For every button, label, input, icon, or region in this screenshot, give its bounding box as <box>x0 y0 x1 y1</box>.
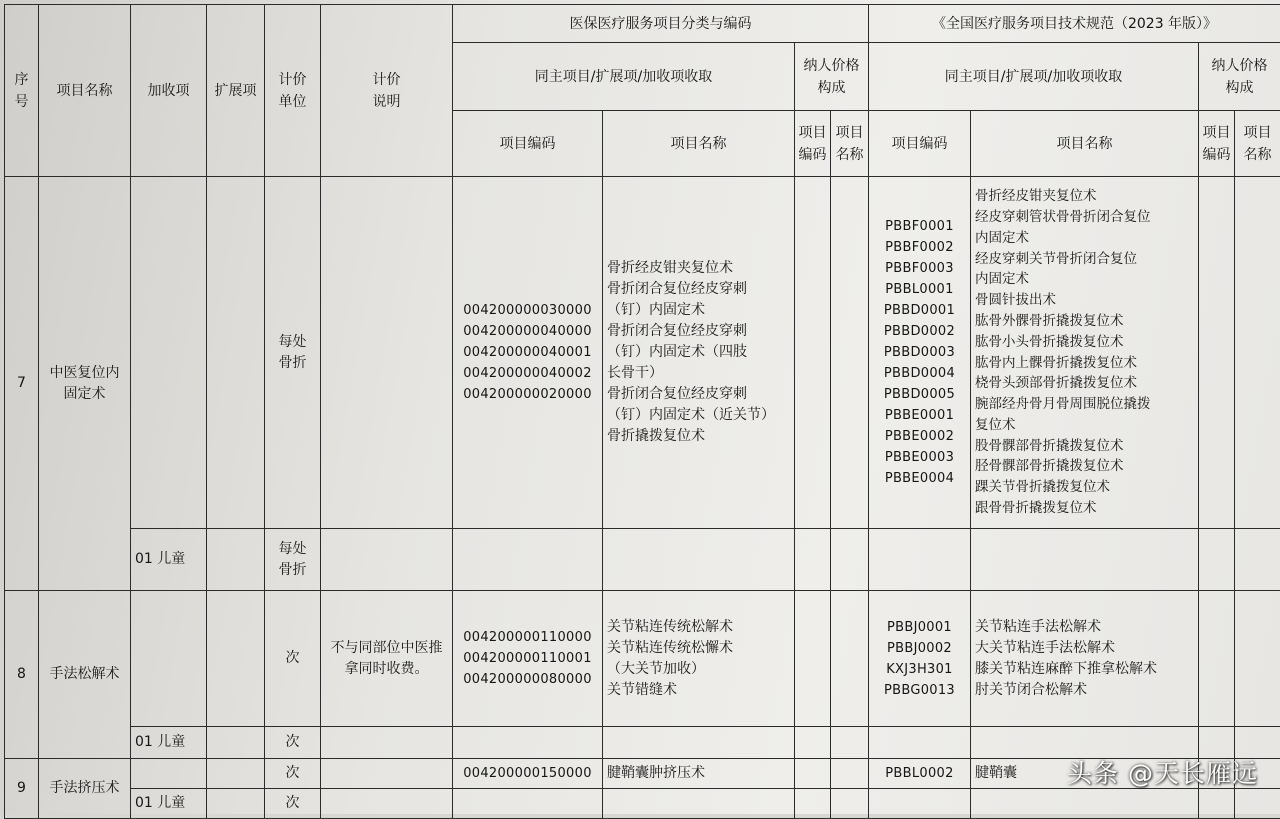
watermark-text: 头条 @天长雁远 <box>1067 754 1258 790</box>
row9-code2: PBBL0002 <box>869 759 971 789</box>
row8-item-name: 手法松解术 <box>39 591 131 759</box>
row7-codes2: PBBF0001 PBBF0002 PBBF0003 PBBL0001 PBBD0001 PBBD0002 PBBD0003 PBBD0004 PBBD0005 PBBE0001 PBBE0002 PBBE0003 PBBE0004 <box>869 177 971 529</box>
row8-codes2: PBBJ0001 PBBJ0002 KXJ3H301 PBBG0013 <box>869 591 971 727</box>
row7-names2: 骨折经皮钳夹复位术 经皮穿刺管状骨骨折闭合复位 内固定术 经皮穿刺关节骨折闭合复位 内固定术 骨圆针拔出术 肱骨外髁骨折撬拨复位术 肱骨小头骨折撬拨复位术 肱骨内上髁骨折撬拨复位术 桡骨头颈部骨折撬拨复位术 腕部经舟骨月骨周围脱位撬拨 复位术 股骨髁部骨折撬拨复位术 胫骨髁部骨折撬拨复位术 踝关节骨折撬拨复位术 跟骨骨折撬拨复位术 <box>971 177 1199 529</box>
row8-child-unit: 次 <box>265 727 321 759</box>
row7-child-unit: 每处 骨折 <box>265 529 321 591</box>
header-seq: 序 号 <box>5 5 39 177</box>
header-group2-title: 《全国医疗服务项目技术规范（2023 年版）》 <box>869 5 1280 43</box>
row8-names2: 关节粘连手法松解术 大关节粘连手法松解术 膝关节粘连麻醉下推拿松解术 肘关节闭合松解术 <box>971 591 1199 727</box>
header-small-name-1: 项目 名称 <box>831 111 869 177</box>
header-code-2: 项目编码 <box>869 111 971 177</box>
header-extension: 扩展项 <box>207 5 265 177</box>
row8-child-addon: 01 儿童 <box>131 727 207 759</box>
row7-names1: 骨折经皮钳夹复位术 骨折闭合复位经皮穿刺 （钉）内固定术 骨折闭合复位经皮穿刺 （钉）内固定术（四肢 长骨干） 骨折闭合复位经皮穿刺 （钉）内固定术（近关节） 骨折撬拨复位术 <box>603 177 795 529</box>
header-same-main-1: 同主项目/扩展项/加收项收取 <box>453 43 795 111</box>
row9-child-unit: 次 <box>265 789 321 819</box>
header-item-name: 项目名称 <box>39 5 131 177</box>
row8-codes1: 004200000110000 004200000110001 004200000080000 <box>453 591 603 727</box>
table-row-7-child <box>5 529 1280 591</box>
row7-child-addon: 01 儿童 <box>131 529 207 591</box>
row9-name1: 腱鞘囊肿挤压术 <box>603 759 795 789</box>
row8-unit: 次 <box>265 591 321 727</box>
fee-table <box>4 4 1280 819</box>
row8-names1: 关节粘连传统松解术 关节粘连传统松懈术 （大关节加收） 关节错缝术 <box>603 591 795 727</box>
table-row-9-child <box>5 789 1280 819</box>
header-pricing-note: 计价 说明 <box>321 5 453 177</box>
row7-seq: 7 <box>5 177 39 591</box>
header-name-1: 项目名称 <box>603 111 795 177</box>
row7-unit: 每处 骨折 <box>265 177 321 529</box>
row8-seq: 8 <box>5 591 39 759</box>
row9-child-addon: 01 儿童 <box>131 789 207 819</box>
header-same-main-2: 同主项目/扩展项/加收项收取 <box>869 43 1199 111</box>
row7-codes1: 004200000030000 004200000040000 004200000040001 004200000040002 004200000020000 <box>453 177 603 529</box>
row8-note: 不与同部位中医推拿同时收费。 <box>321 591 453 727</box>
header-name-2: 项目名称 <box>971 111 1199 177</box>
header-small-code-2: 项目 编码 <box>1199 111 1235 177</box>
row9-unit: 次 <box>265 759 321 789</box>
row9-seq: 9 <box>5 759 39 819</box>
header-unit: 计价 单位 <box>265 5 321 177</box>
header-code-1: 项目编码 <box>453 111 603 177</box>
header-price-composition-2: 纳人价格 构成 <box>1199 43 1280 111</box>
header-small-code-1: 项目 编码 <box>795 111 831 177</box>
row9-name2: 腱鞘囊 <box>971 759 1199 789</box>
header-small-name-2: 项目 名称 <box>1235 111 1280 177</box>
row9-item-name: 手法挤压术 <box>39 759 131 819</box>
header-group1-title: 医保医疗服务项目分类与编码 <box>453 5 869 43</box>
table-row-7 <box>5 177 1280 529</box>
table-row-8 <box>5 591 1280 727</box>
row7-item-name: 中医复位内 固定术 <box>39 177 131 591</box>
header-price-composition-1: 纳人价格 构成 <box>795 43 869 111</box>
row9-code1: 004200000150000 <box>453 759 603 789</box>
header-addon: 加收项 <box>131 5 207 177</box>
